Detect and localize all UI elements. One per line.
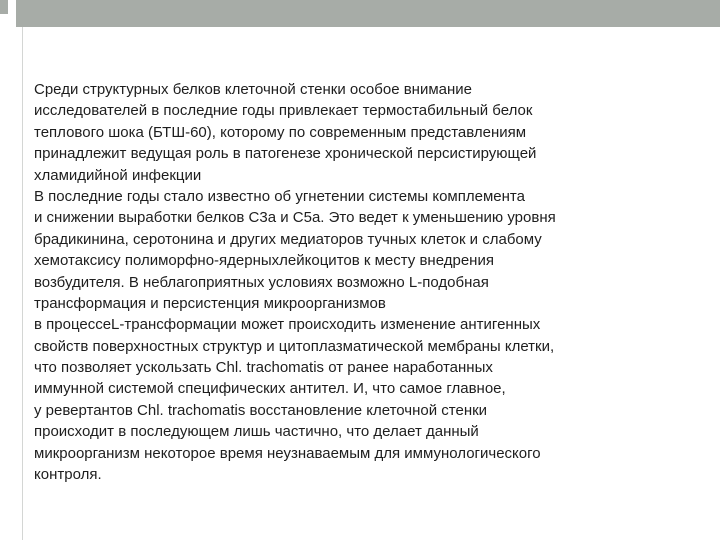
text-line: микроорганизм некоторое время неузнаваемым для иммунологического (34, 444, 541, 462)
text-line: трансформация и персистенция микроорганизмов (34, 294, 386, 312)
text-line: В последние годы стало известно об угнетении системы комплемента (34, 187, 525, 205)
text-line: у ревертантов Chl. trachomatis восстановление клеточной стенки (34, 401, 488, 419)
text-line: происходит в последующем лишь частично, что делает данный (34, 423, 479, 441)
text-line: контроля. (34, 466, 102, 484)
text-line: в процессеL-трансформации может происходить изменение антигенных (34, 316, 541, 334)
text-line: теплового шока (БТШ-60), которому по современным представлениям (34, 123, 527, 141)
header-band (16, 0, 720, 27)
text-line: возбудителя. В неблагоприятных условиях возможно L-подобная (34, 273, 489, 291)
text-line: брадикинина, серотонина и других медиаторов тучных клеток и слабому (34, 230, 542, 248)
text-line: исследователей в последние годы привлекает термостабильный белок (34, 102, 533, 120)
text-line: хламидийной инфекции (34, 166, 202, 184)
left-divider-line (22, 27, 23, 540)
text-line: свойств поверхностных структур и цитоплазматической мембраны клетки, (34, 337, 555, 355)
text-line: что позволяет ускользать Chl. trachomatis от ранее наработанных (34, 359, 493, 377)
text-line: и снижении выработки белков C3a и C5a. Это ведет к уменьшению уровня (34, 209, 556, 227)
slide-text-body (34, 79, 710, 485)
corner-decoration (0, 0, 8, 14)
text-line: хемотаксису полиморфно-ядерныхлейкоцитов к месту внедрения (34, 252, 494, 270)
text-line: Среди структурных белков клеточной стенки особое внимание (34, 81, 472, 98)
text-line: принадлежит ведущая роль в патогенезе хронической персистирующей (34, 145, 537, 163)
text-line: иммунной системой специфических антител. И, что самое главное, (34, 380, 506, 398)
